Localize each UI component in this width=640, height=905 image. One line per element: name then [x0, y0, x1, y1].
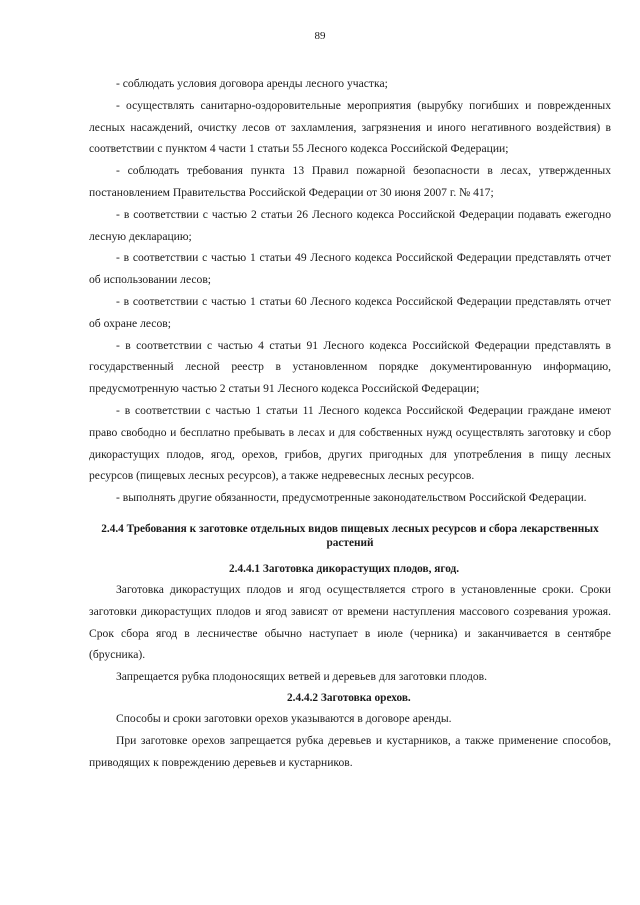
- obligation-item: - в соответствии с частью 4 статьи 91 Лесного кодекса Российской Федерации представлять в государственный лесной реестр в установленном порядке документированную информацию, предусмотренную частью 2 статьи 91 Лесного кодекса Российской Федерации;: [89, 338, 611, 396]
- obligation-item: - в соответствии с частью 1 статьи 49 Лесного кодекса Российской Федерации представлять отчет об использовании лесов;: [89, 251, 611, 287]
- obligation-item: - соблюдать условия договора аренды лесного участка;: [116, 77, 388, 90]
- obligation-item: - в соответствии с частью 1 статьи 11 Лесного кодекса Российской Федерации граждане имеют право свободно и бесплатно пребывать в лесах и для собственных нужд осуществлять заготовку и сбор дикорастущих плодов, ягод, орехов, грибов, других пригодных для употребления в пищу лесных ресурсов (пищевых лесных ресурсов), а также недревесных лесных ресурсов.: [89, 403, 611, 483]
- obligation-item: - осуществлять санитарно-оздоровительные мероприятия (вырубку погибших и поврежденных лесных насаждений, очистку лесов от захламления, загрязнения и иного негативного воздействия) в соответствии с пунктом 4 части 1 статьи 55 Лесного кодекса Российской Федерации;: [89, 98, 611, 156]
- page-number: 89: [314, 30, 326, 42]
- document-body: [89, 73, 611, 773]
- section-heading: 2.4.4 Требования к заготовке отдельных видов пищевых лесных ресурсов и сбора лекарственных растений: [101, 522, 599, 550]
- obligation-item: - соблюдать требования пункта 13 Правил пожарной безопасности в лесах, утвержденных постановлением Правительства Российской Федерации от 30 июня 2007 г. № 417;: [89, 164, 611, 199]
- paragraph: При заготовке орехов запрещается рубка деревьев и кустарников, а также применение способов, приводящих к повреждению деревьев и кустарников.: [89, 733, 611, 769]
- paragraph: Запрещается рубка плодоносящих ветвей и деревьев для заготовки плодов.: [116, 670, 488, 684]
- obligation-item: - выполнять другие обязанности, предусмотренные законодательством Российской Федерации.: [116, 491, 587, 505]
- subsection-heading-nuts: 2.4.4.2 Заготовка орехов.: [287, 691, 411, 704]
- paragraph: Заготовка дикорастущих плодов и ягод осуществляется строго в установленные сроки. Сроки заготовки дикорастущих плодов и ягод зависят от времени наступления массового созревания урожая. Срок сбора ягод в лесничестве обычно наступает в июле (черника) и заканчивается в сентябре (брусника).: [89, 582, 611, 662]
- subsection-heading-berries: 2.4.4.1 Заготовка дикорастущих плодов, ягод.: [229, 562, 460, 575]
- paragraph: Способы и сроки заготовки орехов указываются в договоре аренды.: [116, 711, 452, 725]
- obligation-item: - в соответствии с частью 1 статьи 60 Лесного кодекса Российской Федерации представлять отчет об охране лесов;: [89, 294, 611, 330]
- obligation-item: - в соответствии с частью 2 статьи 26 Лесного кодекса Российской Федерации подавать ежегодно лесную декларацию;: [89, 207, 611, 243]
